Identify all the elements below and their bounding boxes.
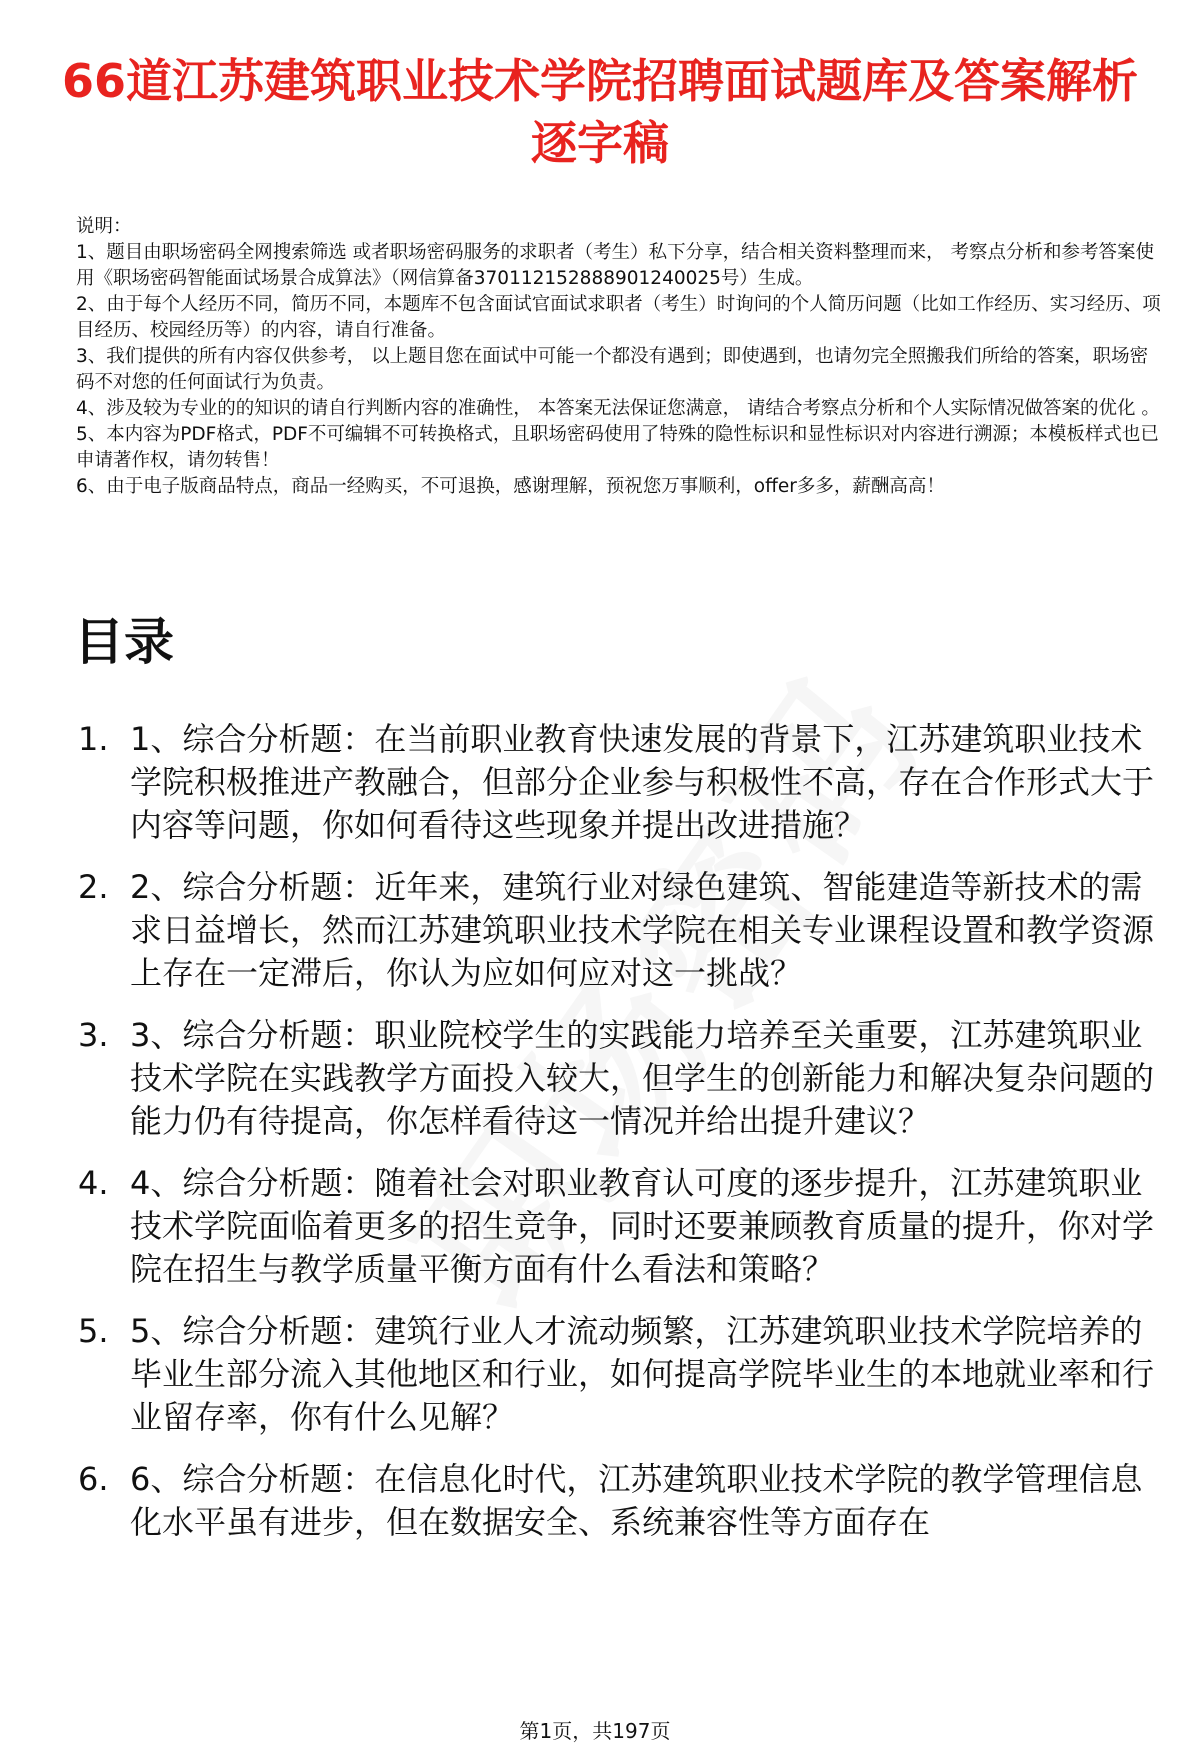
note-item: 2、由于每个人经历不同，简历不同，本题库不包含面试官面试求职者（考生）时询问的个人简历问题（比如工作经历、实习经历、项目经历、校园经历等）的内容，请自行准备。 <box>76 294 1161 341</box>
note-item: 3、我们提供的所有内容仅供参考， 以上题目您在面试中可能一个都没有遇到；即使遇到，也请勿完全照搬我们所给的答案，职场密码不对您的任何面试行为负责。 <box>76 346 1149 393</box>
note-item: 5、本内容为PDF格式，PDF不可编辑不可转换格式，且职场密码使用了特殊的隐性标识和显性标识对内容进行溯源；本模板样式也已申请著作权，请勿转售！ <box>76 424 1159 471</box>
toc-item-number: 1. <box>78 720 109 758</box>
toc-item[interactable] <box>78 1014 1168 1143</box>
note-item: 6、由于电子版商品特点，商品一经购买，不可退换，感谢理解，预祝您万事顺利，offer多多，薪酬高高！ <box>76 476 945 497</box>
toc-item-text[interactable]: 5、综合分析题：建筑行业人才流动频繁，江苏建筑职业技术学院培养的毕业生部分流入其他地区和行业，如何提高学院毕业生的本地就业率和行业留存率，你有什么见解？ <box>130 1312 1155 1436</box>
toc-item-number: 3. <box>78 1016 109 1054</box>
toc-item[interactable] <box>78 1310 1168 1439</box>
toc-item[interactable] <box>78 718 1168 847</box>
document-title: 66道江苏建筑职业技术学院招聘面试题库及答案解析逐字稿 <box>61 54 1138 170</box>
toc-item-number: 6. <box>78 1460 109 1498</box>
toc-item-text[interactable]: 6、综合分析题：在信息化时代，江苏建筑职业技术学院的教学管理信息化水平虽有进步，但在数据安全、系统兼容性等方面存在 <box>130 1460 1143 1541</box>
toc-item-number: 4. <box>78 1164 109 1202</box>
toc-item[interactable] <box>78 866 1168 995</box>
toc-item[interactable] <box>78 1162 1168 1291</box>
note-item: 1、题目由职场密码全网搜索筛选 或者职场密码服务的求职者（考生）私下分享，结合相关资料整理而来， 考察点分析和参考答案使用《职场密码智能面试场景合成算法》（网信算备370112152888901240025号）生成。 <box>76 242 1155 289</box>
notes-section <box>76 214 1166 500</box>
page-footer: 第1页，共197页 <box>519 1719 671 1743</box>
toc-item-text[interactable]: 2、综合分析题：近年来，建筑行业对绿色建筑、智能建造等新技术的需求日益增长，然而江苏建筑职业技术学院在相关专业课程设置和教学资源上存在一定滞后，你认为应如何应对这一挑战？ <box>130 868 1155 992</box>
toc-item-number: 5. <box>78 1312 109 1350</box>
toc-list <box>78 718 1168 1563</box>
toc-heading: 目录 <box>74 613 174 671</box>
toc-item-text[interactable]: 4、综合分析题：随着社会对职业教育认可度的逐步提升，江苏建筑职业技术学院面临着更多的招生竞争，同时还要兼顾教育质量的提升，你对学院在招生与教学质量平衡方面有什么看法和策略？ <box>130 1164 1155 1288</box>
notes-heading: 说明： <box>76 216 132 237</box>
toc-item[interactable] <box>78 1458 1168 1544</box>
note-item: 4、涉及较为专业的的知识的请自行判断内容的准确性， 本答案无法保证您满意， 请结合考察点分析和个人实际情况做答案的优化 。 <box>76 398 1160 419</box>
toc-item-text[interactable]: 3、综合分析题：职业院校学生的实践能力培养至关重要，江苏建筑职业技术学院在实践教学方面投入较大，但学生的创新能力和解决复杂问题的能力仍有待提高，你怎样看待这一情况并给出提升建议？ <box>130 1016 1155 1140</box>
toc-item-text[interactable]: 1、综合分析题：在当前职业教育快速发展的背景下，江苏建筑职业技术学院积极推进产教融合，但部分企业参与积极性不高，存在合作形式大于内容等问题，你如何看待这些现象并提出改进措施？ <box>130 720 1155 844</box>
toc-item-number: 2. <box>78 868 109 906</box>
